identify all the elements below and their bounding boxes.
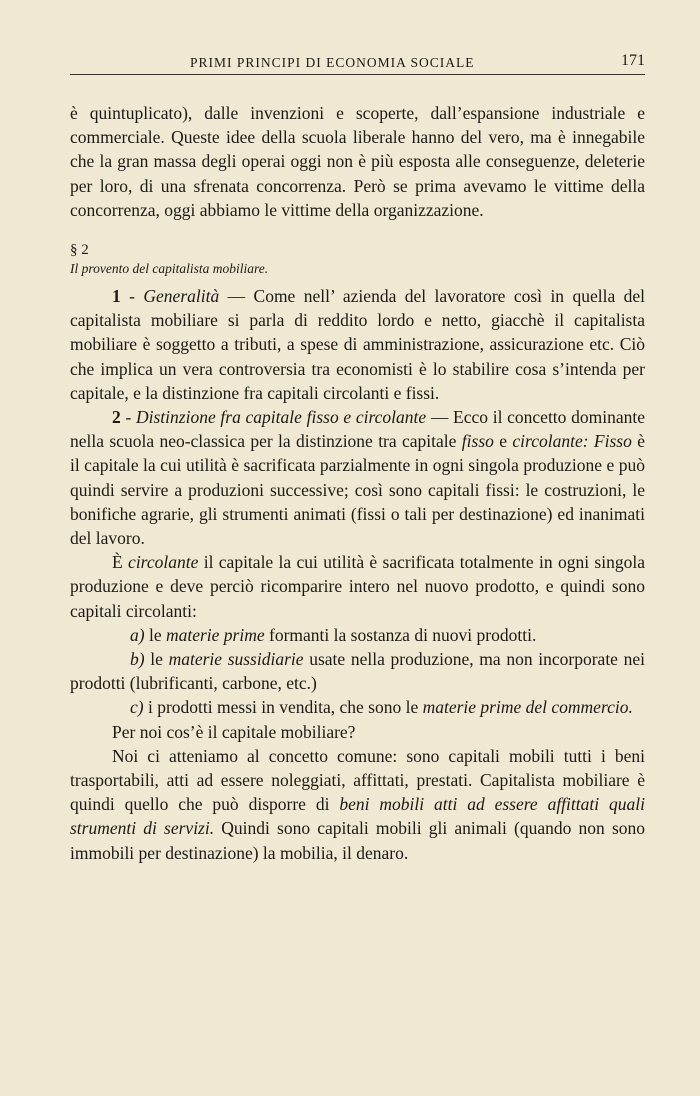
page-number: 171 bbox=[621, 52, 645, 69]
paragraph-number: 1 bbox=[112, 286, 121, 307]
term-fisso: fisso bbox=[461, 431, 494, 452]
running-header bbox=[70, 52, 645, 75]
text-fragment: i prodotti messi in vendita, che sono le bbox=[143, 697, 423, 718]
term-circolante: circolante bbox=[128, 552, 199, 573]
list-label: b) bbox=[130, 649, 145, 670]
paragraph-text: il capitale la cui utilità è sacrificata totalmente in ogni singola produzione e deve perciò ricomparire intero nel nuovo prodotto, e quindi sono capitali circolanti: bbox=[70, 552, 645, 621]
list-term: materie prime del commercio. bbox=[422, 697, 633, 718]
list-term: materie prime bbox=[165, 624, 265, 645]
list-term: materie sussidiarie bbox=[168, 649, 304, 670]
paragraph-text: — Come nell’ azienda del lavoratore così in quella del capitalista mobiliare si parla di reddito lordo e netto, giacchè il capitalista mobiliare è soggetto a tributi, a spese di amministrazione, assicurazione etc. Ciò che implica un vera controversia tra economisti è lo stabilire cosa s’intenda per capitale, e la distinzione fra capitali circolanti e fissi. bbox=[70, 286, 645, 403]
paragraph-heading: Generalità bbox=[143, 286, 220, 307]
text-fragment: È bbox=[112, 552, 129, 573]
list-item-c bbox=[70, 695, 645, 719]
text-fragment: le bbox=[144, 624, 166, 645]
term-fisso-definition: Fisso bbox=[588, 431, 632, 452]
term-circolante: circolante: bbox=[512, 431, 589, 452]
list-item-b bbox=[70, 647, 645, 695]
separator: - bbox=[120, 286, 144, 307]
page-body bbox=[70, 101, 645, 865]
list-label: a) bbox=[130, 624, 145, 645]
text-fragment: Quindi sono capitali mobili gli animali (quando non sono immobili per destinazione) la mobilia, il denaro. bbox=[70, 818, 645, 863]
paragraph-circolante bbox=[70, 550, 645, 623]
list-item-a bbox=[70, 623, 645, 647]
section-number: § 2 bbox=[70, 242, 89, 259]
paragraph-generalita bbox=[70, 284, 645, 405]
emphasized-definition: beni mobili atti ad essere affittati quali strumenti di servizi. bbox=[70, 794, 645, 839]
text-fragment: le bbox=[144, 649, 169, 670]
running-title: PRIMI PRINCIPI DI ECONOMIA SOCIALE bbox=[190, 55, 475, 70]
paragraph-intro: è quintuplicato), dalle invenzioni e scoperte, dall’espansione industriale e commerciale. Queste idee della scuola liberale hanno del vero, ma è innegabile che la gran massa degli operai oggi non è più esposta alle conseguenze, deleterie per loro, di una sfrenata concorrenza. Però se prima avevamo le vittime della concorrenza, oggi abbiamo le vittime della organizzazione. bbox=[70, 103, 645, 220]
paragraph-text: — Ecco il concetto dominante nella scuola neo-classica per la distinzione tra capitale bbox=[70, 407, 645, 452]
paragraph-concetto-comune bbox=[70, 744, 645, 865]
text-fragment: usate nella produzione, ma non incorporate nei prodotti (lubrificanti, carbone, etc.) bbox=[70, 649, 645, 694]
text-fragment: Noi ci atteniamo al concetto comune: sono capitali mobili tutti i beni trasportabili, atti ad essere noleggiati, affittati, prestati. Capitalista mobiliare è quindi quello che può disporre di bbox=[70, 745, 645, 815]
text-fragment: formanti la sostanza di nuovi prodotti. bbox=[264, 624, 537, 645]
paragraph-heading: Distinzione fra capitale fisso e circolante bbox=[135, 407, 427, 428]
conjunction: e bbox=[493, 431, 513, 452]
paragraph-question: Per noi cos’è il capitale mobiliare? bbox=[112, 721, 356, 742]
list-label: c) bbox=[130, 697, 144, 718]
paragraph-text: è il capitale la cui utilità è sacrificata parzialmente in ogni singola produzione e può quindi servire a produzioni successive; così sono capitali fissi: le costruzioni, le bonifiche agrarie, gli strumenti animati (fissi o tali per destinazione) ed inanimati del lavoro. bbox=[70, 431, 645, 549]
section-title: Il provento del capitalista mobiliare. bbox=[70, 261, 269, 277]
paragraph-number: 2 bbox=[112, 407, 121, 428]
paragraph-distinzione bbox=[70, 405, 645, 550]
separator: - bbox=[120, 407, 136, 428]
